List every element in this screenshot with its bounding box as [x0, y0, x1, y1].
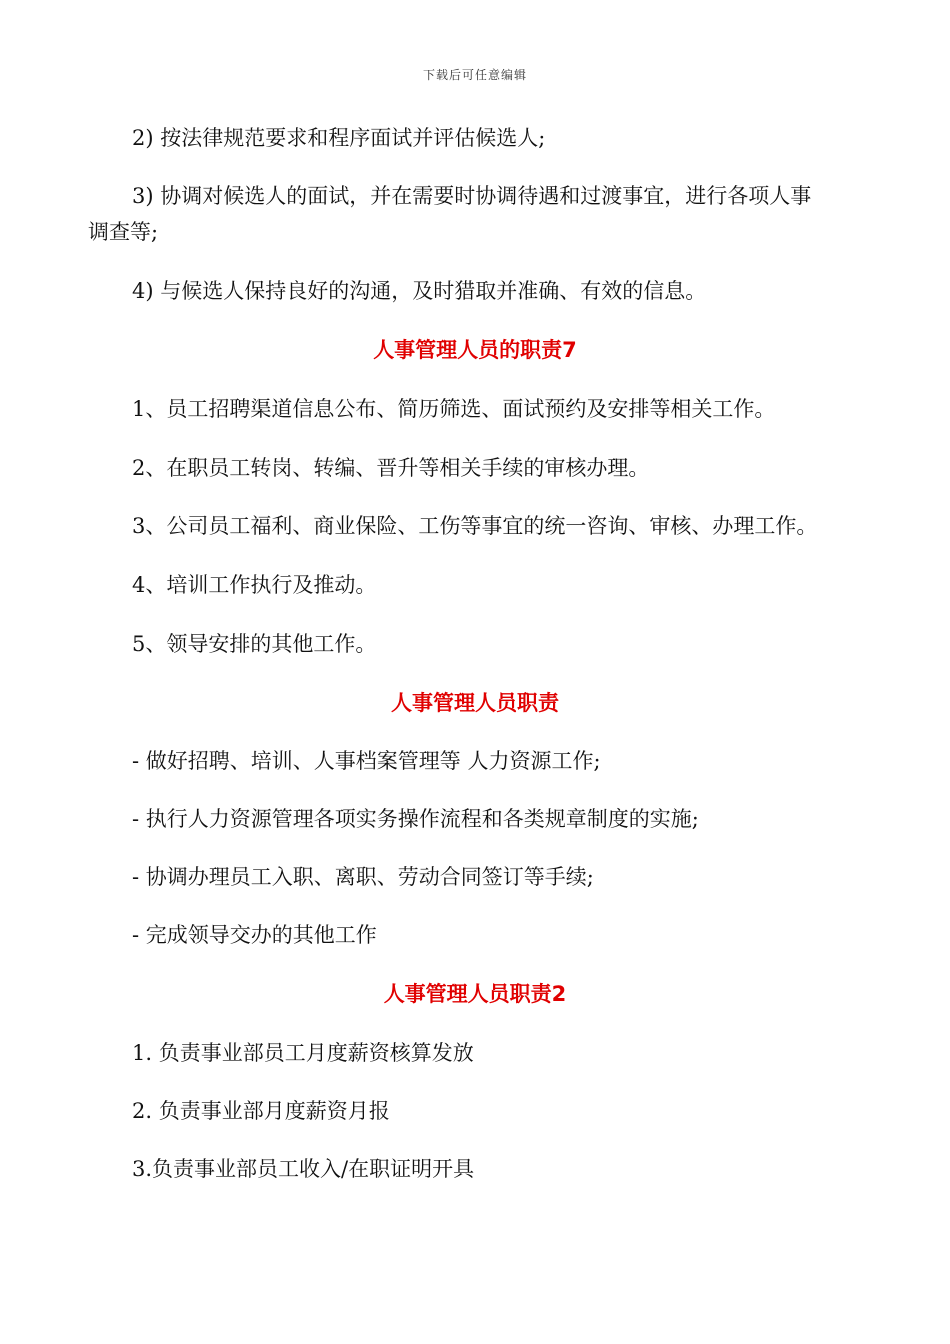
section-heading: 人事管理人员的职责7	[373, 338, 577, 362]
paragraph-item: 2) 按法律规范要求和程序面试并评估候选人;	[132, 126, 546, 150]
list-item: - 执行人力资源管理各项实务操作流程和各类规章制度的实施;	[132, 807, 699, 831]
list-item: 3、公司员工福利、商业保险、工伤等事宜的统一咨询、审核、办理工作。	[132, 514, 818, 538]
list-item: - 完成领导交办的其他工作	[132, 923, 377, 947]
list-item: 2、在职员工转岗、转编、晋升等相关手续的审核办理。	[132, 456, 650, 480]
list-item: 3.负责事业部员工收入/在职证明开具	[132, 1157, 475, 1181]
paragraph-item: 4) 与候选人保持良好的沟通，及时猎取并准确、有效的信息。	[132, 279, 707, 303]
paragraph-continuation: 调查等;	[88, 220, 159, 244]
list-item: 2. 负责事业部月度薪资月报	[132, 1099, 390, 1123]
list-item: - 做好招聘、培训、人事档案管理等 人力资源工作;	[132, 749, 601, 773]
section-heading: 人事管理人员职责2	[383, 982, 567, 1006]
list-item: 1. 负责事业部员工月度薪资核算发放	[132, 1041, 474, 1065]
paragraph-item: 3) 协调对候选人的面试，并在需要时协调待遇和过渡事宜，进行各项人事	[132, 184, 812, 208]
page-header: 下载后可任意编辑	[422, 68, 527, 82]
list-item: 5、领导安排的其他工作。	[132, 632, 377, 656]
section-heading: 人事管理人员职责	[391, 691, 559, 715]
list-item: 1、员工招聘渠道信息公布、简历筛选、面试预约及安排等相关工作。	[132, 397, 776, 421]
list-item: - 协调办理员工入职、离职、劳动合同签订等手续;	[132, 865, 594, 889]
list-item: 4、培训工作执行及推动。	[132, 573, 377, 597]
